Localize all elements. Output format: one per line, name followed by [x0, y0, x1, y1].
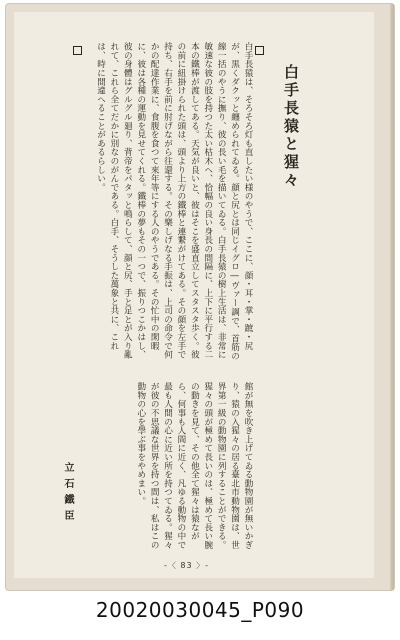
page-number: -〈 83 〉-	[164, 561, 210, 570]
book-page-photo	[6, 4, 394, 590]
section-marker-box	[255, 46, 264, 55]
image-caption: 20020030045_P090	[95, 598, 305, 622]
page-edge-shadow	[390, 4, 394, 590]
page-area	[14, 12, 374, 578]
body-paragraph: 白手長猿は、そろそろ灯も直したい様のやうで、ここに、顔・耳・掌・蹠・尻が、黒くダクッと纏められてゐる。顔と尻とは同じイグロ―ヴァー調で、首筋の線一括のやうに撫り、彼の長い毛を描いてゐる。白手長猿の樹上生活は、非常に敏速な彼の肢を持つた太い枯木へ、恰幅の良い身長の間隔に、上下に平行する二本の鐵棒が渡してある。天気が良いと、彼はそこを盛直立してスタスタ歩く。彼の前に紐掛けられた頭は、頭より上方の鐵棒と連繋がけてある。その顔を左手で持ち、右手を前に肘げながら往還する。その樂しげなる手振は、上司の命令で何かの配達作業に、食腹を食つて來年等にする人のやうである。その忙中の閑暇に、彼は各種の運動を見せてくれる。鐵棒の夢もその一つで、振りつこかはし、彼の身體はグルグル廻り、背帝をパタッと鳴らして、顔と尻、手と足とが入り亂れて、これら全てだかに別なのがんである。白手、そうした萬象と共に、これは、時に間違へることがあるらしい。	[95, 42, 253, 361]
body-paragraph: 館が無を吹き上げてゐる動物園が無いかぎり、猿の入猩々の居る臺北市動物園は、世界第一級の動物園に列することができる。猩々の頭が極めて長いのは、極めて長い腕の動きを見て、その他全て猩々は猿ながら、何事も人間に近く、凡ゆる動物の中で最も人間の心に近い所を持つてゐる。猩々が彼の不思議な世界を持つ間は、私はこの動物の心を學ぶ事をやめまい。	[135, 382, 253, 550]
author-name: 立石鐵臣	[62, 462, 73, 526]
section-marker-box	[73, 46, 82, 55]
article-title: 白手長猿と猩々	[282, 64, 300, 190]
